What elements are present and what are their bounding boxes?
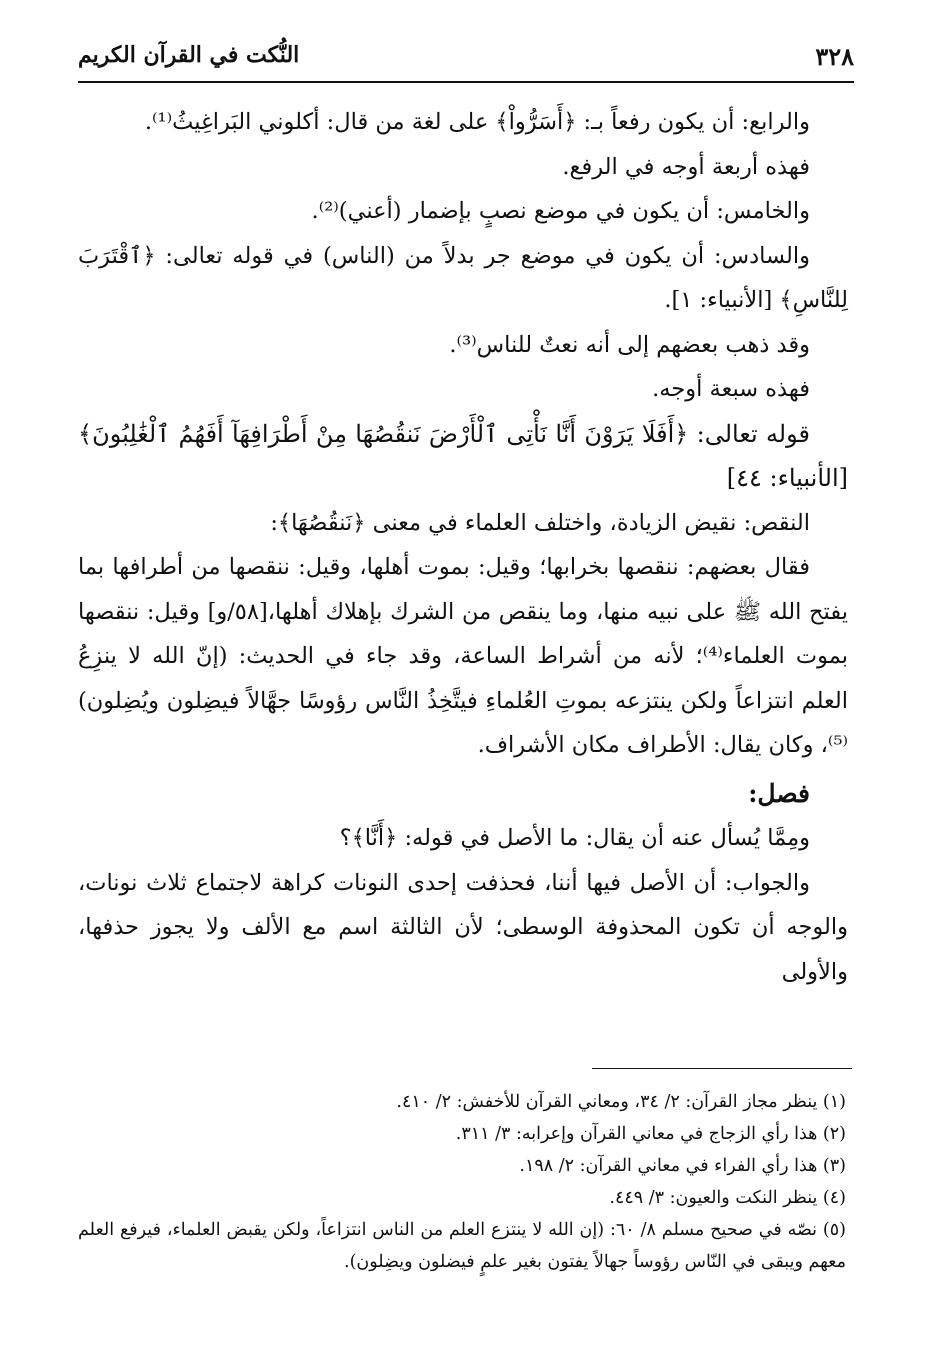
footnote-4: (٤) ينظر النكت والعيون: ٣/ ٤٤٩. xyxy=(609,1188,846,1208)
footnote-2: (٢) هذا رأي الزجاج في معاني القرآن وإعرابه: ٣/ ٣١١. xyxy=(455,1124,846,1144)
header-rule xyxy=(78,81,854,83)
page-number: ٣٢٨ xyxy=(815,42,854,71)
footnotes xyxy=(78,1086,846,1278)
footnote-separator xyxy=(592,1068,852,1069)
paragraph-fourth-aspect: والرابع: أن يكون رفعاً بـ: ﴿أَسَرُّواْ﴾ على لغة من قال: أكلوني البَراغِيثُ⁽¹⁾. xyxy=(144,109,810,135)
footnote-1: (١) ينظر مجاز القرآن: ٢/ ٣٤، ومعاني القرآن للأخفش: ٢/ ٤١٠. xyxy=(396,1092,846,1112)
paragraph-sixth-aspect: والسادس: أن يكون في موضع جر بدلاً من (الناس) في قوله تعالى: ﴿ٱقْتَرَبَ لِلنَّاسِ﴾ [الأنبياء: ١]. xyxy=(78,242,848,313)
main-text xyxy=(78,100,848,994)
running-title: النُّكت في القرآن الكريم xyxy=(78,42,300,68)
paragraph-fifth-aspect: والخامس: أن يكون في موضع نصبٍ بإضمار (أعني)⁽²⁾. xyxy=(311,198,810,224)
paragraph-seven-aspects-summary: فهذه سبعة أوجه. xyxy=(652,376,810,402)
paragraph-interpretations: فقال بعضهم: ننقصها بخرابها؛ وقيل: بموت أهلها، وقيل: ننقصها من أطرافها بما يفتح الله ﷺ على نبيه منها، وما ينقص من الشرك بإهلاك أهلها،[٥٨/و] وقيل: ننقصها بموت العلماء⁽⁴⁾؛ لأنه من أشراط الساعة، وقد جاء في الحديث: (إنّ الله لا ينزِعُ العلم انتزاعاً ولكن ينتزعه بموتِ العُلماءِ فيتَّخِذُ النَّاس رؤوسًا جهَّالاً فيضِلون ويُضِلون)⁽⁵⁾، وكان يقال: الأطراف مكان الأشراف. xyxy=(78,554,848,758)
page-header xyxy=(78,40,854,78)
paragraph-question: ومِمَّا يُسأل عنه أن يقال: ما الأصل في قوله: ﴿أَنَّا﴾؟ xyxy=(339,825,810,851)
paragraph-four-aspects-summary: فهذه أربعة أوجه في الرفع. xyxy=(562,153,810,180)
footnote-5: (٥) نصّه في صحيح مسلم ٨/ ٦٠: (إن الله لا ينتزع العلم من الناس انتزاعاً، ولكن يقبض العلماء، فيرفع العلم معهم ويبقى في النّاس رؤوساً جهالاً يفتون بغير علمٍ فيضلون ويضِلون). xyxy=(78,1220,846,1272)
footnote-3: (٣) هذا رأي الفراء في معاني القرآن: ٢/ ١٩٨. xyxy=(519,1156,846,1176)
paragraph-answer: والجواب: أن الأصل فيها أننا، فحذفت إحدى النونات كراهة لاجتماع ثلاث نونات، والوجه أن تكون المحذوفة الوسطى؛ لأن الثالثة اسم مع الألف ولا يجوز حذفها، والأولى xyxy=(78,869,848,985)
paragraph-definition: النقص: نقيض الزيادة، واختلف العلماء في معنى ﴿نَنقُصُهَا﴾: xyxy=(270,509,810,536)
section-heading: فصل: xyxy=(748,778,810,808)
quran-verse: قوله تعالى: ﴿أَفَلَا يَرَوْنَ أَنَّا نَأْتِى ٱلْأَرْضَ نَنقُصُهَا مِنْ أَطْرَافِهَآ أَفَهُمُ ٱلْغَٰلِبُونَ﴾ [الأنبياء: ٤٤] xyxy=(78,419,848,492)
paragraph-seventh-aspect: وقد ذهب بعضهم إلى أنه نعتٌ للناس⁽³⁾. xyxy=(449,331,810,358)
